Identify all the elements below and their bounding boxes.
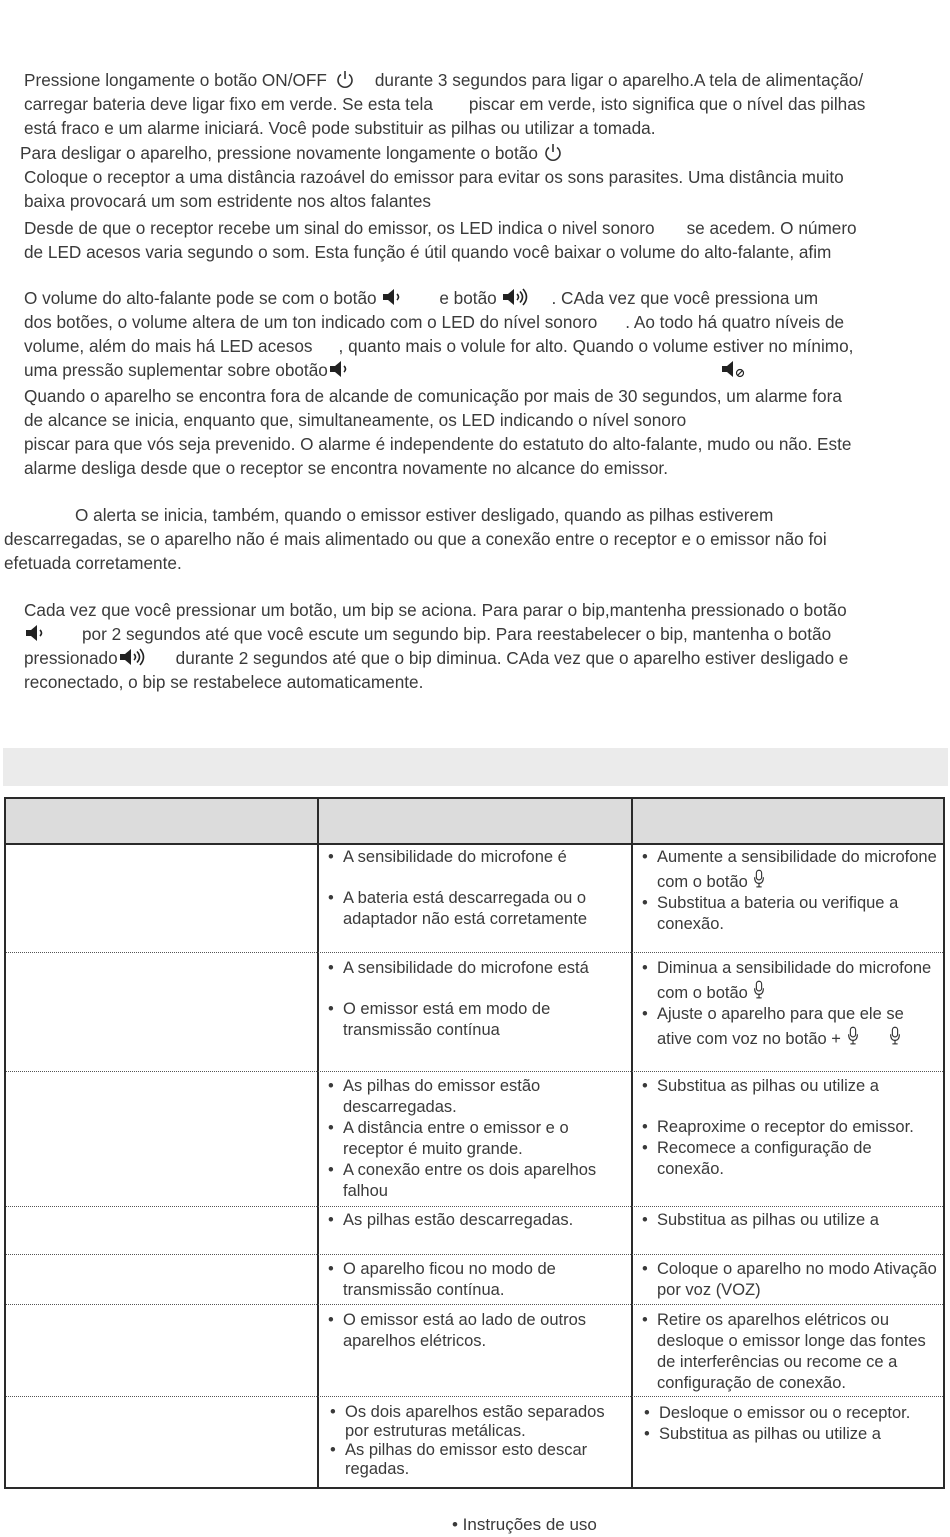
table-row-cause: • As pilhas estão descarregadas. (326, 1210, 616, 1231)
table-row-solution: • Coloque o aparelho no modo Ativação por voz (VOZ) (640, 1259, 940, 1301)
table-row-cause: • O emissor está ao lado de outros aparelhos elétricos. (326, 1310, 616, 1352)
table-row-cause: • A sensibilidade do microfone é • A bateria está descarregada ou o adaptador não está corretamente (326, 847, 616, 930)
table-row-cause: • As pilhas do emissor estão descarregadas. • A distância entre o emissor e o receptor é muito grande. • A conexão entre os dois aparelhos falhou (326, 1076, 616, 1202)
microphone-icon (888, 1025, 902, 1047)
paragraph-out-of-range: Quando o aparelho se encontra fora de alcande de comunicação por mais de 30 segundos, um alarme fora de alcance se inicia, enquanto que, simultaneamente, os LED indicando o nível sonoro piscar para que vós seja prevenido. O alarme é independente do estatuto do alto-falante, mudo ou não. Este alarme desliga desde que o receptor se encontra novamente no alcance do emissor. (24, 386, 852, 478)
speaker-high-icon (118, 647, 146, 667)
paragraph-alert: O alerta se inicia, também, quando o emissor estiver desligado, quando as pilhas estiverem descarregadas, se o aparelho não é mais alimentado ou que a conexão entre o receptor e o emissor não foi efetuada corretamente. (4, 505, 827, 573)
table-row-solution: • Aumente a sensibilidade do microfone com o botão • Substitua a bateria ou verifique a conexão. (640, 847, 940, 935)
microphone-icon (846, 1025, 860, 1047)
table-row-solution: • Retire os aparelhos elétricos ou desloque o emissor longe das fontes de interferências ou recome ce a configuração de conexão. (640, 1310, 940, 1394)
table-row-solution: • Desloque o emissor ou o receptor. • Substitua as pilhas ou utilize a (642, 1403, 942, 1445)
table-row-cause: • O aparelho ficou no modo de transmissão contínua. (326, 1259, 616, 1301)
page-footer: • Instruções de uso (452, 1515, 597, 1534)
paragraph-volume: O volume do alto-falante pode se com o botão e botão . CAda vez que você pressiona um dos botões, o volume altera de um ton indicado com o LED do nível sonoro . Ao todo há quatro níveis de volume, além do mais há LED acesos , quanto mais o volule for alto. Quando o volume estiver no mínimo, uma pressão suplementar sobre obotão (24, 288, 854, 380)
table-row-cause: • Os dois aparelhos estão separados por estruturas metálicas. • As pilhas do emissor esto descar regadas. (328, 1403, 624, 1479)
microphone-icon (752, 868, 766, 890)
row-divider (6, 1396, 943, 1397)
speaker-low-icon (381, 287, 407, 307)
column-divider (317, 799, 319, 1487)
speaker-low-icon (328, 359, 354, 379)
power-icon (335, 69, 355, 89)
table-row-solution: • Substitua as pilhas ou utilize a (640, 1210, 940, 1231)
table-row-solution: • Substitua as pilhas ou utilize a • Reaproxime o receptor do emissor. • Recomece a configuração de conexão. (640, 1076, 940, 1180)
row-divider (6, 1071, 943, 1072)
paragraph-led-level: Desde de que o receptor recebe um sinal do emissor, os LED indica o nivel sonoro se acedem. O número de LED acesos varia segundo o som. Esta função é útil quando você baixar o volume do alto-falante, afim (24, 218, 857, 262)
table-row-cause: • A sensibilidade do microfone está • O emissor está em modo de transmissão contínua (326, 958, 616, 1041)
power-icon (543, 142, 563, 162)
troubleshooting-table (4, 797, 945, 1489)
paragraph-power-on: Pressione longamente o botão ON/OFF durante 3 segundos para ligar o aparelho.A tela de alimentação/ carregar bateria deve ligar fixo em verde. Se esta tela piscar em verde, isto significa que o nível das pilhas está fraco e um alarme iniciará. Você pode substituir as pilhas ou utilizar a tomada. (24, 70, 866, 138)
speaker-high-icon (501, 287, 529, 307)
row-divider (6, 1254, 943, 1255)
table-row-solution: • Diminua a sensibilidade do microfone com o botão • Ajuste o aparelho para que ele se ative com voz no botão + (640, 958, 940, 1050)
microphone-icon (752, 979, 766, 1001)
speaker-mute-icon (720, 359, 746, 379)
row-divider (6, 1304, 943, 1305)
paragraph-beep: Cada vez que você pressionar um botão, um bip se aciona. Para parar o bip,mantenha pressionado o botão por 2 segundos até que você escute um segundo bip. Para reestabelecer o bip, mantenha o botão pressionado durante 2 segundos até que o bip diminua. CAda vez que o aparelho estiver desligado e reconectado, o bip se restabelece automaticamente. (24, 600, 849, 692)
row-divider (6, 1206, 943, 1207)
row-divider (6, 952, 943, 953)
table-header-row (6, 799, 943, 845)
section-header-band (3, 748, 948, 786)
speaker-low-icon (24, 623, 50, 643)
paragraph-distance: Coloque o receptor a uma distância razoável do emissor para evitar os sons parasites. Uma distância muito baixa provocará um som estridente nos altos falantes (24, 167, 844, 211)
paragraph-power-off: Para desligar o aparelho, pressione novamente longamente o botão (20, 141, 942, 165)
column-divider (631, 799, 633, 1487)
